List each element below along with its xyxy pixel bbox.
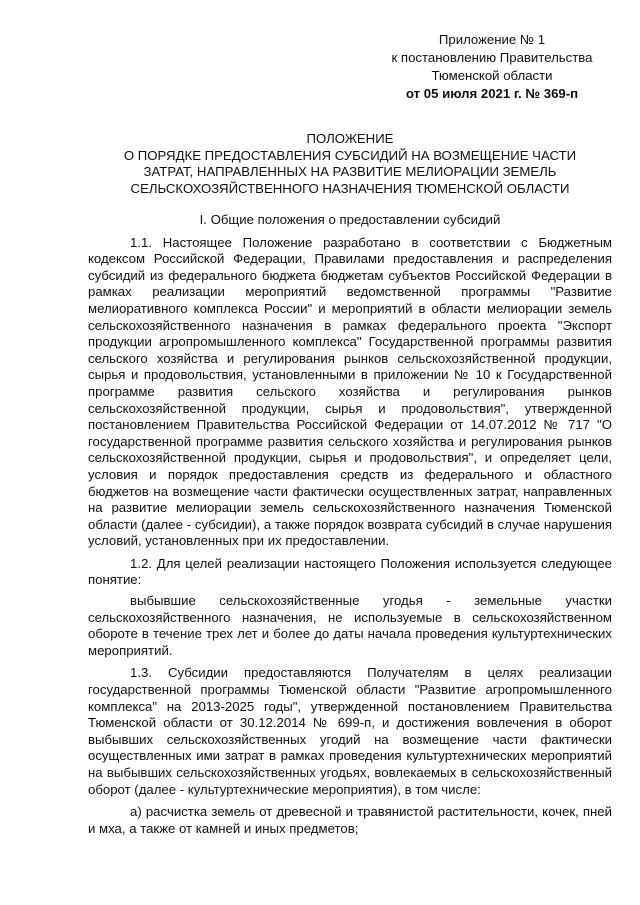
- annex-reference: к постановлению Правительства: [391, 50, 593, 65]
- title-line-4: СЕЛЬСКОХОЗЯЙСТВЕННОГО НАЗНАЧЕНИЯ ТЮМЕНСКОЙ ОБЛАСТИ: [130, 180, 570, 196]
- paragraph-1-2: 1.2. Для целей реализации настоящего Положения используется следующее понятие:: [88, 555, 612, 588]
- document-body: [88, 212, 612, 843]
- section-heading: I. Общие положения о предоставлении субсидий: [199, 212, 501, 227]
- annex-region: Тюменской области: [431, 68, 553, 83]
- document-title: [88, 131, 612, 197]
- title-line-2: О ПОРЯДКЕ ПРЕДОСТАВЛЕНИЯ СУБСИДИЙ НА ВОЗМЕЩЕНИЕ ЧАСТИ: [123, 147, 577, 163]
- paragraph-1-3: 1.3. Субсидии предоставляются Получателям в целях реализации государственной программы Тюменской области "Развитие агропромышленного комплекса" на 2013-2025 годы", утвержденной постановлением Правительства Тюменской области от 30.12.2014 № 699-п, и достижения вовлечения в оборот выбывших сельскохозяйственных угодий на возмещение части фактически осуществленных ими затрат в рамках проведения культуртехнических мероприятий на выбывших сельскохозяйственных угодьях, вовлекаемых в сельскохозяйственный оборот (далее - культуртехнические мероприятия), в том числе:: [88, 665, 612, 797]
- paragraph-1-1: 1.1. Настоящее Положение разработано в соответствии с Бюджетным кодексом Российской Федерации, Правилами предоставления и распределения субсидий из федерального бюджета бюджетам субъектов Российской Федерации в рамках реализации мероприятий ведомственной программы "Развитие мелиоративного комплекса России" и мероприятий в области мелиорации земель сельскохозяйственного назначения в рамках федерального проекта "Экспорт продукции агропромышленного комплекса" Государственной программы развития сельского хозяйства и регулирования рынков сельскохозяйственной продукции, сырья и продовольствия, установленными в приложении № 10 к Государственной программе развития сельского хозяйства и регулирования рынков сельскохозяйственной продукции, сырья и продовольствия", утвержденной постановлением Правительства Российской Федерации от 14.07.2012 № 717 "О государственной программе развития сельского хозяйства и регулирования рынков сельскохозяйственной продукции, сырья и продовольствия", и определяет цели, условия и порядок предоставления средств из федерального и областного бюджетов на возмещение части фактически осуществленных затрат, направленных на развитие мелиорации земель сельскохозяйственного назначения Тюменской области (далее - субсидии), а также порядок возврата субсидий в случае нарушения условий, установленных при их предоставлении.: [88, 234, 612, 549]
- title-line-3: ЗАТРАТ, НАПРАВЛЕННЫХ НА РАЗВИТИЕ МЕЛИОРАЦИИ ЗЕМЕЛЬ: [143, 164, 557, 180]
- annex-header: [372, 31, 612, 103]
- annex-date-number: от 05 июля 2021 г. № 369-п: [405, 86, 579, 101]
- definition-paragraph: выбывшие сельскохозяйственные угодья - земельные участки сельскохозяйственного назначения, не используемые в сельскохозяйственном обороте в течение трех лет и более до даты начала проведения культуртехнических мероприятий.: [88, 593, 612, 658]
- annex-number: Приложение № 1: [438, 32, 546, 47]
- title-line-1: ПОЛОЖЕНИЕ: [306, 131, 394, 146]
- paragraph-1-3-a: а) расчистка земель от древесной и травянистой растительности, кочек, пней и мха, а также от камней и иных предметов;: [88, 804, 612, 836]
